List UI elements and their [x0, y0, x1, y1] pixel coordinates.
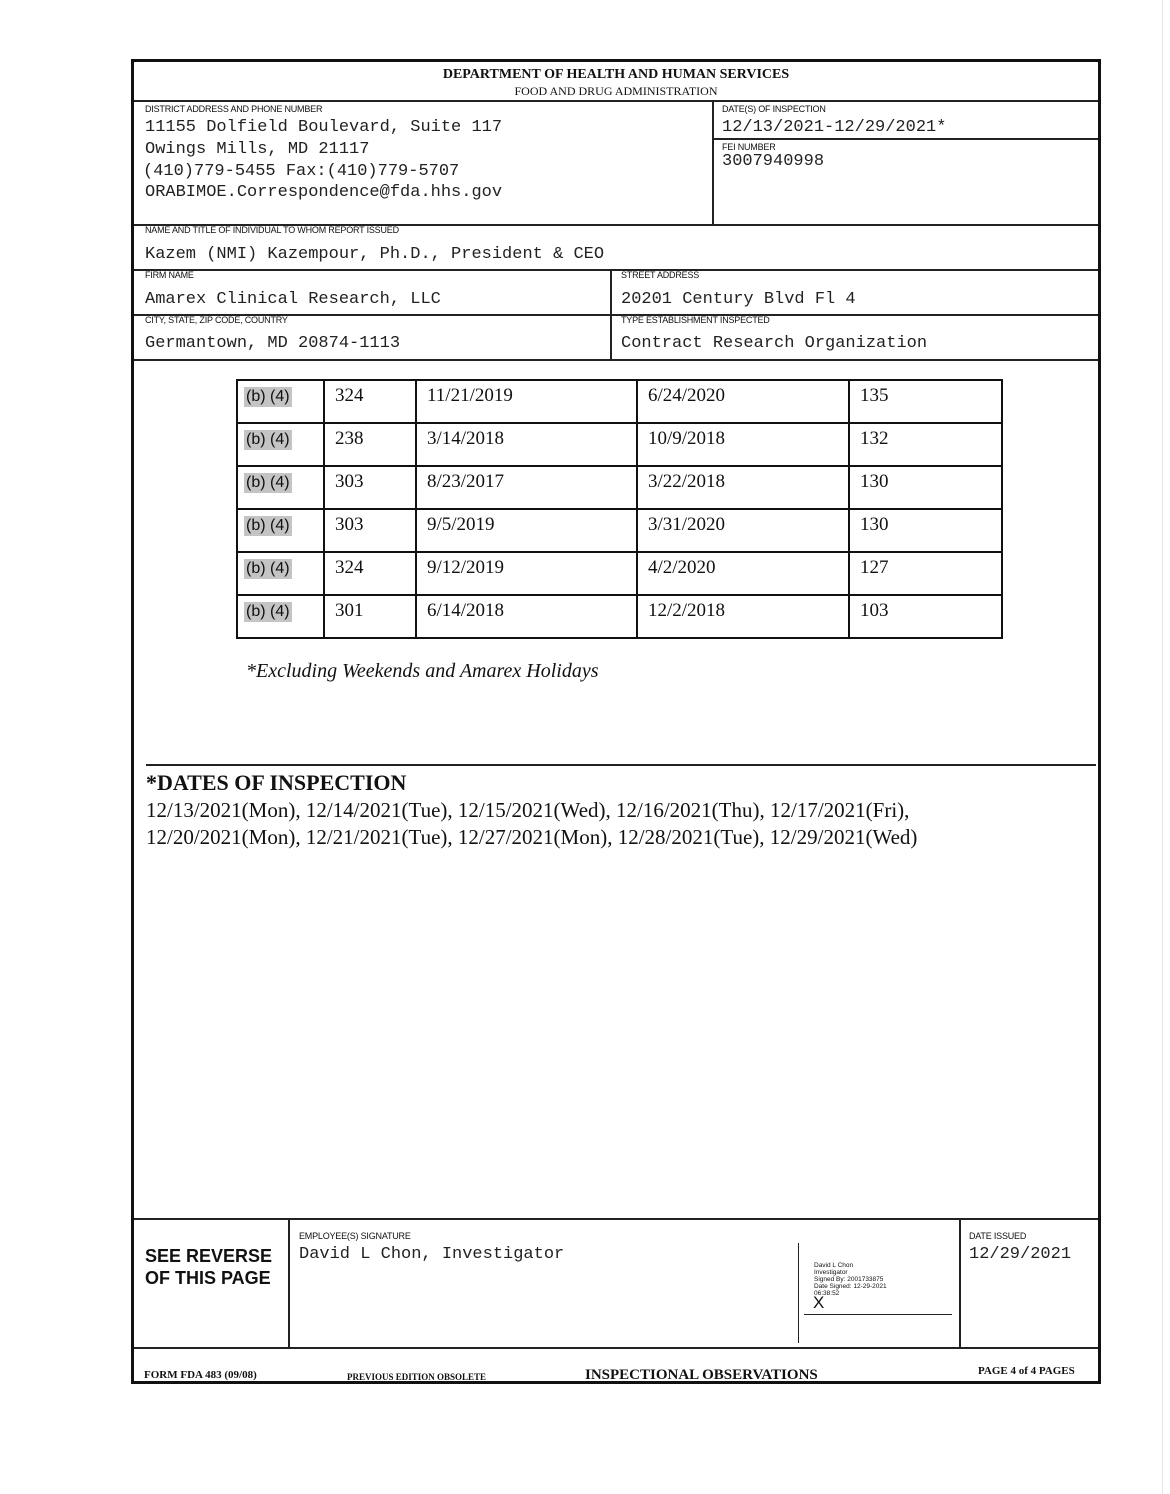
district-email: ORABIMOE.Correspondence@fda.hhs.gov [145, 183, 503, 202]
table-row [237, 552, 1002, 595]
divider [134, 269, 1098, 271]
divider [134, 100, 1098, 102]
table-cell: 303 [324, 509, 416, 552]
district-phone: (410)779-5455 Fax:(410)779-5707 [143, 162, 460, 181]
see-reverse-line: OF THIS PAGE [145, 1268, 271, 1288]
section-divider [146, 764, 1096, 766]
redaction-mark: (b) (4) [246, 517, 290, 534]
table-cell: 3/31/2020 [637, 509, 849, 552]
table-cell: 8/23/2017 [416, 466, 637, 509]
table-cell: 6/14/2018 [416, 595, 637, 638]
table-cell-redacted [237, 509, 324, 552]
signature-stamp-line: Date Signed: 12-29-2021 [814, 1283, 887, 1290]
street-label: STREET ADDRESS [621, 270, 700, 280]
see-reverse-line: SEE REVERSE [145, 1246, 273, 1266]
digital-signature-stamp [814, 1262, 887, 1297]
signature-label: EMPLOYEE(S) SIGNATURE [299, 1231, 411, 1241]
table-cell: 103 [849, 595, 1002, 638]
table-cell-redacted [237, 423, 324, 466]
page-indicator: PAGE 4 of 4 PAGES [978, 1365, 1075, 1377]
redaction-mark: (b) (4) [246, 560, 290, 577]
table-cell: 4/2/2020 [637, 552, 849, 595]
table-row [237, 595, 1002, 638]
redaction-mark: (b) (4) [246, 474, 290, 491]
table-cell: 9/5/2019 [416, 509, 637, 552]
signature-stamp-line: David L Chon [814, 1262, 854, 1269]
signature-stamp-line: Investigator [814, 1269, 848, 1276]
divider [959, 1218, 961, 1347]
inspection-dates-label: DATE(S) OF INSPECTION [722, 104, 826, 114]
table-cell: 11/21/2019 [416, 380, 637, 423]
table-cell: 3/22/2018 [637, 466, 849, 509]
date-issued-label: DATE ISSUED [969, 1231, 1027, 1241]
divider [134, 359, 1098, 361]
table-footnote: *Excluding Weekends and Amarex Holidays [246, 660, 599, 682]
table-cell: 130 [849, 509, 1002, 552]
divider [712, 100, 714, 224]
signature-stamp-line: 06:38:52 [814, 1290, 840, 1297]
table-cell-redacted [237, 595, 324, 638]
dates-line: 12/20/2021(Mon), 12/21/2021(Tue), 12/27/2021(Mon), 12/28/2021(Tue), 12/29/2021(Wed) [146, 825, 918, 849]
table-cell: 324 [324, 552, 416, 595]
fda-form-483 [131, 59, 1101, 1384]
table-cell: 132 [849, 423, 1002, 466]
district-address-line: Owings Mills, MD 21117 [145, 140, 370, 159]
district-address-line: 11155 Dolfield Boulevard, Suite 117 [145, 118, 503, 137]
table-cell: 10/9/2018 [637, 423, 849, 466]
district-label: DISTRICT ADDRESS AND PHONE NUMBER [145, 104, 323, 114]
previous-edition-note: PREVIOUS EDITION OBSOLETE [347, 1372, 487, 1382]
form-title-footer: INSPECTIONAL OBSERVATIONS [585, 1367, 818, 1383]
table-cell: 324 [324, 380, 416, 423]
fei-label: FEI NUMBER [722, 142, 776, 152]
agency-subtitle: FOOD AND DRUG ADMINISTRATION [514, 84, 718, 98]
table-cell: 9/12/2019 [416, 552, 637, 595]
establishment-value: Contract Research Organization [621, 334, 928, 353]
redaction-mark: (b) (4) [246, 603, 290, 620]
table-row [237, 466, 1002, 509]
establishment-label: TYPE ESTABLISHMENT INSPECTED [621, 315, 770, 325]
table-cell: 238 [324, 423, 416, 466]
table-cell: 303 [324, 466, 416, 509]
table-cell: 3/14/2018 [416, 423, 637, 466]
table-row [237, 509, 1002, 552]
divider [134, 1218, 1098, 1220]
individual-label: NAME AND TITLE OF INDIVIDUAL TO WHOM REPORT ISSUED [145, 225, 399, 235]
divider [288, 1218, 290, 1347]
table-cell: 135 [849, 380, 1002, 423]
dates-line: 12/13/2021(Mon), 12/14/2021(Tue), 12/15/2021(Wed), 12/16/2021(Thu), 12/17/2021(Fri), [146, 798, 910, 822]
fei-value: 3007940998 [722, 152, 825, 171]
department-title: DEPARTMENT OF HEALTH AND HUMAN SERVICES [442, 67, 790, 82]
date-issued-value: 12/29/2021 [969, 1245, 1072, 1264]
signature-line [804, 1314, 952, 1315]
signature-x-mark: X [813, 1293, 825, 1312]
table-cell-redacted [237, 380, 324, 423]
table-row [237, 423, 1002, 466]
divider [712, 138, 1098, 140]
redaction-mark: (b) (4) [246, 388, 290, 405]
firm-label: FIRM NAME [145, 270, 194, 280]
city-label: CITY, STATE, ZIP CODE, COUNTRY [145, 315, 288, 325]
table-row [237, 380, 1002, 423]
form-number: FORM FDA 483 (09/08) [144, 1369, 257, 1381]
dates-section-title: *DATES OF INSPECTION [146, 770, 407, 795]
signature-box-edge [798, 1243, 799, 1343]
see-reverse-note [145, 1245, 272, 1289]
city-value: Germantown, MD 20874-1113 [145, 334, 401, 353]
table-cell: 127 [849, 552, 1002, 595]
table-cell: 301 [324, 595, 416, 638]
redaction-mark: (b) (4) [246, 431, 290, 448]
individual-value: Kazem (NMI) Kazempour, Ph.D., President & CEO [145, 245, 605, 264]
signature-stamp-line: Signed By: 2001733875 [814, 1276, 884, 1283]
table-cell: 12/2/2018 [637, 595, 849, 638]
table-cell: 130 [849, 466, 1002, 509]
table-cell-redacted [237, 552, 324, 595]
inspection-dates-value: 12/13/2021-12/29/2021* [722, 118, 947, 137]
table-cell-redacted [237, 466, 324, 509]
table-cell: 6/24/2020 [637, 380, 849, 423]
street-value: 20201 Century Blvd Fl 4 [621, 290, 856, 309]
divider [134, 1347, 1098, 1349]
firm-value: Amarex Clinical Research, LLC [145, 290, 441, 309]
timeline-table [236, 379, 1003, 639]
signature-value: David L Chon, Investigator [299, 1245, 565, 1264]
